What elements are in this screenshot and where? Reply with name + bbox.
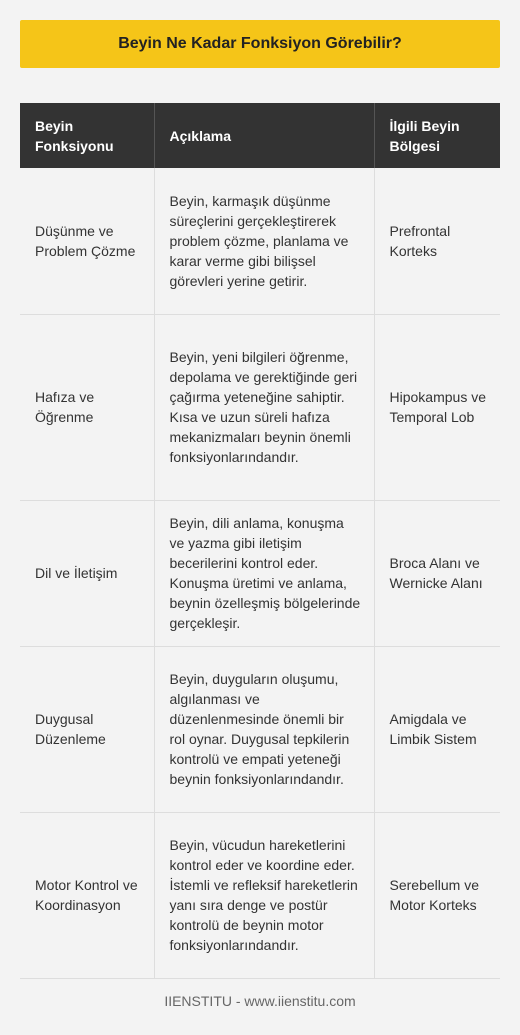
table-header bbox=[20, 103, 500, 168]
title-banner bbox=[20, 20, 500, 68]
cell-region: Prefrontal Korteks bbox=[374, 168, 500, 314]
table-row bbox=[20, 646, 500, 812]
cell-description: Beyin, vücudun hareketlerini kontrol eder ve koordine eder. İstemli ve refleksif hareketlerin yanı sıra denge ve postür kontrolü de beynin motor fonksiyonlarındandır. bbox=[154, 812, 374, 978]
cell-function: Düşünme ve Problem Çözme bbox=[20, 168, 154, 314]
brain-functions-table bbox=[20, 103, 500, 979]
cell-description: Beyin, duyguların oluşumu, algılanması ve düzenlenmesinde önemli bir rol oynar. Duygusal tepkilerin kontrolü ve empati yeteneği beynin fonksiyonlarındandır. bbox=[154, 646, 374, 812]
cell-function: Duygusal Düzenleme bbox=[20, 646, 154, 812]
table-row bbox=[20, 812, 500, 978]
cell-description: Beyin, dili anlama, konuşma ve yazma gibi iletişim becerilerini kontrol eder. Konuşma üretimi ve anlama, beynin özelleşmiş bölgelerinde gerçekleşir. bbox=[154, 500, 374, 646]
header-function: Beyin Fonksiyonu bbox=[20, 103, 154, 168]
cell-region: Hipokampus ve Temporal Lob bbox=[374, 314, 500, 500]
header-row bbox=[20, 103, 500, 168]
cell-function: Hafıza ve Öğrenme bbox=[20, 314, 154, 500]
cell-function: Motor Kontrol ve Koordinasyon bbox=[20, 812, 154, 978]
header-description: Açıklama bbox=[154, 103, 374, 168]
cell-region: Broca Alanı ve Wernicke Alanı bbox=[374, 500, 500, 646]
cell-region: Amigdala ve Limbik Sistem bbox=[374, 646, 500, 812]
header-region: İlgili Beyin Bölgesi bbox=[389, 117, 460, 154]
cell-region: Serebellum ve Motor Korteks bbox=[374, 812, 500, 978]
cell-description: Beyin, karmaşık düşünme süreçlerini gerçekleştirerek problem çözme, planlama ve karar verme gibi bilişsel görevleri yerine getirir. bbox=[154, 168, 374, 314]
cell-description: Beyin, yeni bilgileri öğrenme, depolama ve gerektiğinde geri çağırma yeteneğine sahiptir. Kısa ve uzun süreli hafıza mekanizmaları beynin önemli fonksiyonlarındandır. bbox=[154, 314, 374, 500]
table-row bbox=[20, 500, 500, 646]
page-title: Beyin Ne Kadar Fonksiyon Görebilir? bbox=[118, 35, 402, 52]
table-row bbox=[20, 314, 500, 500]
footer-credit: IIENSTITU - www.iienstitu.com bbox=[164, 993, 356, 1009]
table-body bbox=[20, 168, 500, 978]
table-row bbox=[20, 168, 500, 314]
cell-function: Dil ve İletişim bbox=[20, 500, 154, 646]
